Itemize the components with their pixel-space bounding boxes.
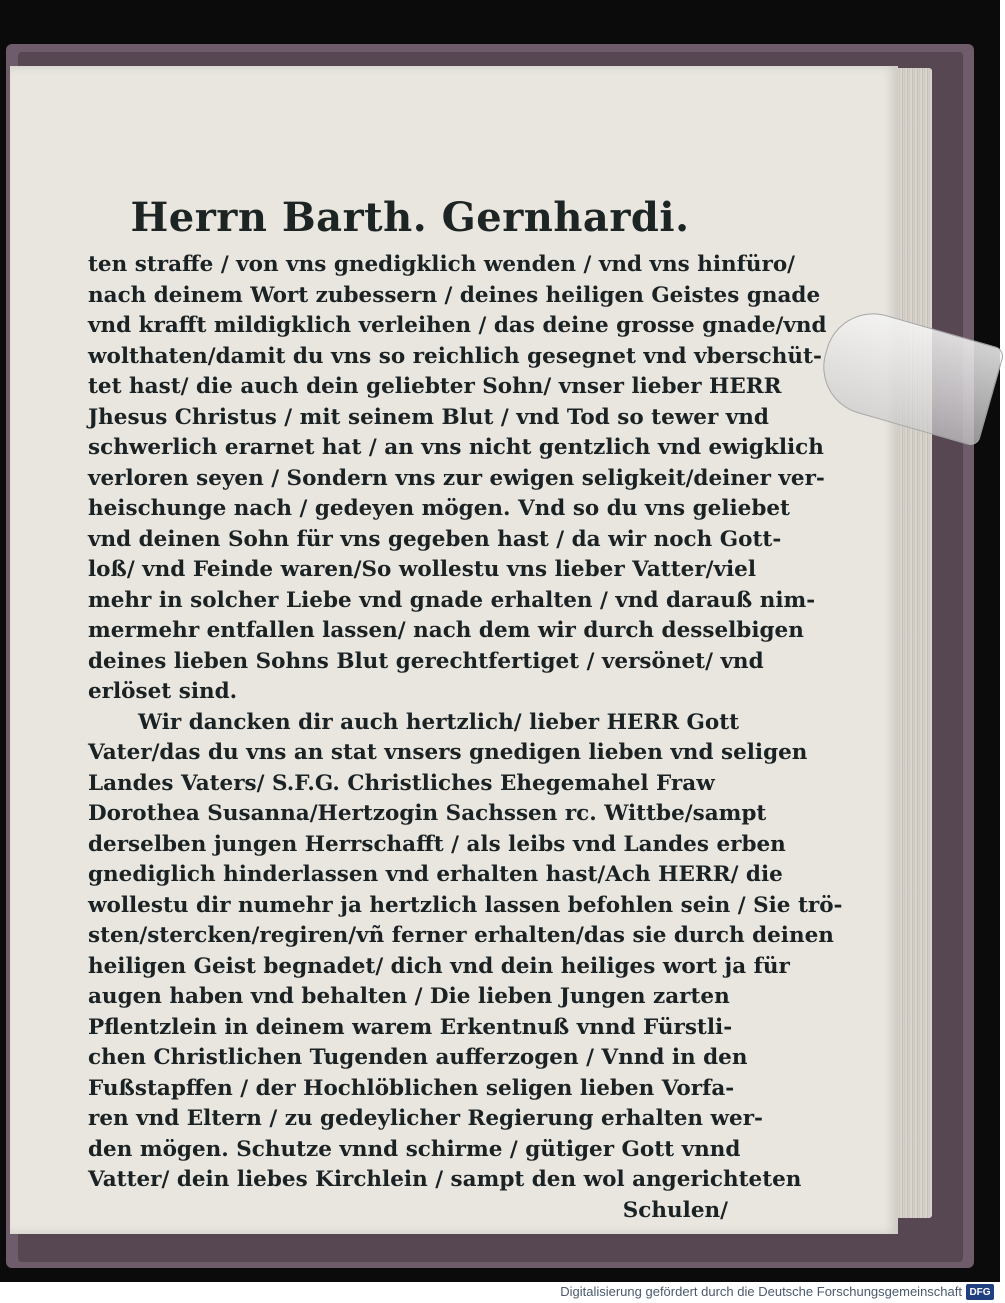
- running-header: Herrn Barth. Gernhardi.: [130, 194, 690, 241]
- text-line: deines lieben Sohns Blut gerechtfertiget / versönet/ vnd: [88, 648, 764, 674]
- text-line: ren vnd Eltern / zu gedeylicher Regierung erhalten wer-: [88, 1106, 763, 1131]
- text-line: vnd deinen Sohn für vns gegeben hast / da wir noch Gott-: [88, 526, 782, 552]
- text-line: wollestu dir numehr ja hertzlich lassen befohlen sein / Sie trö-: [88, 892, 843, 918]
- text-line: augen haben vnd behalten / Die lieben Jungen zarten: [88, 984, 730, 1009]
- text-line: gnediglich hinderlassen vnd erhalten hast/Ach HERR/ die: [88, 862, 783, 887]
- text-line: vnd krafft mildigklich verleihen / das deine grosse gnade/vnd: [88, 313, 827, 338]
- text-line: heischunge nach / gedeyen mögen. Vnd so du vns geliebet: [88, 496, 790, 521]
- body-text: [88, 250, 843, 1226]
- text-line: Landes Vaters/ S.F.G. Christliches Ehegemahel Fraw: [88, 770, 715, 796]
- text-line: wolthaten/damit du vns so reichlich gesegnet vnd vberschüt-: [88, 343, 822, 369]
- dfg-logo-icon: DFG: [966, 1284, 994, 1300]
- text-line: Vatter/ dein liebes Kirchlein / sampt den wol angerichteten: [88, 1167, 802, 1192]
- text-line: sten/stercken/regiren/vñ ferner erhalten/das sie durch deinen: [88, 923, 834, 948]
- text-line: mermehr entfallen lassen/ nach dem wir durch desselbigen: [88, 618, 804, 643]
- footer-bar: [0, 1282, 1000, 1303]
- text-line: chen Christlichen Tugenden aufferzogen / Vnnd in den: [88, 1045, 748, 1070]
- text-line: Jhesus Christus / mit seinem Blut / vnd Tod so tewer vnd: [88, 404, 769, 430]
- text-line: ten straffe / von vns gnedigklich wenden / vnd vns hinfüro/: [88, 252, 796, 277]
- text-line: Fußstapffen / der Hochlöblichen seligen lieben Vorfa-: [88, 1075, 735, 1101]
- text-line: Wir dancken dir auch hertzlich/ lieber HERR Gott: [138, 709, 740, 735]
- text-line: Dorothea Susanna/Hertzogin Sachssen rc. Wittbe/sampt: [88, 801, 767, 826]
- text-line: den mögen. Schutze vnnd schirme / gütiger Gott vnnd: [88, 1136, 741, 1162]
- text-line: tet hast/ die auch dein geliebter Sohn/ vnser lieber HERR: [88, 374, 782, 399]
- text-line: verloren seyen / Sondern vns zur ewigen seligkeit/deiner ver-: [88, 465, 825, 491]
- text-line: erlöset sind.: [88, 679, 238, 704]
- book-page: [10, 66, 898, 1234]
- text-line: schwerlich erarnet hat / an vns nicht gentzlich vnd ewigklich: [88, 435, 824, 460]
- text-line: loß/ vnd Feinde waren/So wollestu vns lieber Vatter/viel: [88, 557, 757, 582]
- text-line: Vater/das du vns an stat vnsers gnedigen lieben vnd seligen: [88, 740, 808, 765]
- funding-credit: Digitalisierung gefördert durch die Deutsche Forschungsgemeinschaft: [560, 1284, 962, 1299]
- text-line: nach deinem Wort zubessern / deines heiligen Geistes gnade: [88, 282, 821, 308]
- text-line: Pflentzlein in deinem warem Erkentnuß vnnd Fürstli-: [88, 1014, 733, 1040]
- text-line: derselben jungen Herrschafft / als leibs vnd Landes erben: [88, 831, 786, 857]
- text-line: mehr in solcher Liebe vnd gnade erhalten / vnd darauß nim-: [88, 587, 816, 613]
- catchword: Schulen/: [622, 1197, 728, 1223]
- text-line: heiligen Geist begnadet/ dich vnd dein heiliges wort ja für: [88, 953, 790, 979]
